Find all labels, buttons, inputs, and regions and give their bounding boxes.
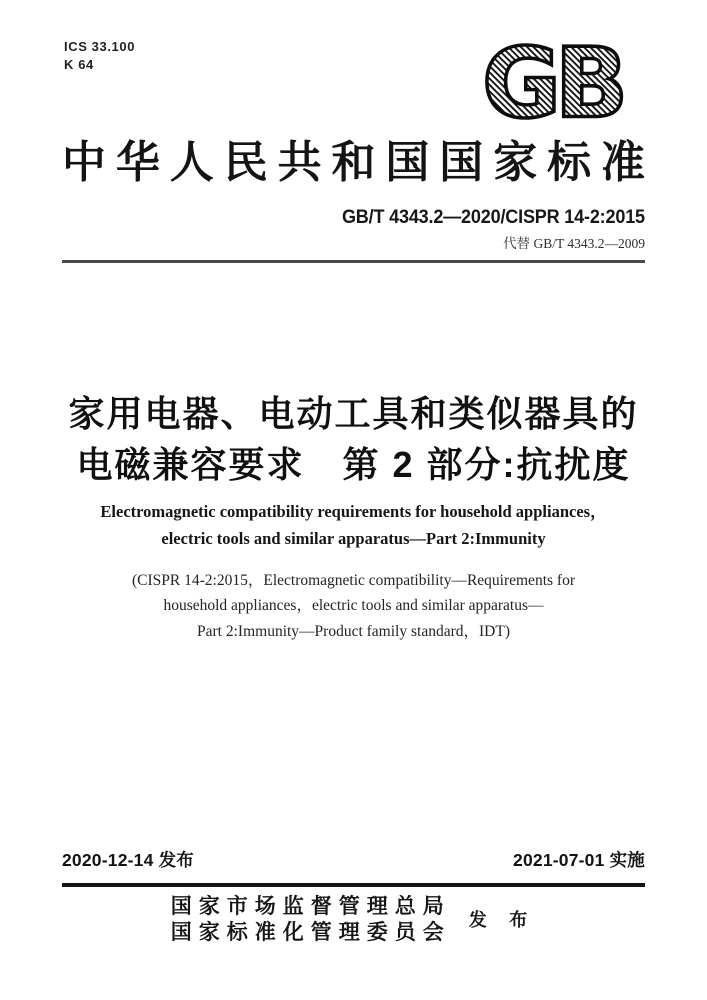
issuer-line2: 国家标准化管理委员会: [170, 920, 451, 945]
national-standard-heading: 中华人民共和国国家标准: [62, 138, 645, 187]
issuer-names: [171, 893, 451, 945]
dates-row: [62, 847, 645, 887]
publish-label: 发 布: [468, 910, 537, 931]
issue-date: 2020-12-14 发布: [62, 850, 194, 870]
issuer-line1: 国家市场监督管理总局: [170, 894, 451, 918]
chinese-title: [0, 388, 707, 490]
replaces-note: 代替 GB/T 4343.2—2009: [503, 236, 645, 251]
chinese-title-line1: 家用电器、电动工具和类似器具的: [68, 393, 639, 434]
source-note-line1: (CISPR 14-2:2015，Electromagnetic compatibility—Requirements for: [132, 572, 575, 589]
english-title-line2: electric tools and similar apparatus—Part 2:Immunity: [161, 528, 546, 548]
gb-logo-icon: [463, 38, 641, 122]
source-standard-note: [0, 568, 707, 644]
class-code: K 64: [64, 56, 94, 72]
issuer-block: [0, 893, 707, 945]
english-title: [0, 499, 707, 552]
header-divider: [62, 260, 645, 263]
source-note-line3: Part 2:Immunity—Product family standard，IDT): [197, 622, 510, 640]
standard-number: GB/T 4343.2—2020/CISPR 14-2:2015: [342, 207, 645, 228]
standard-number-block: [326, 207, 645, 252]
chinese-title-line2: 电磁兼容要求 第 2 部分:抗扰度: [76, 444, 631, 486]
classification-codes: [64, 38, 135, 73]
ics-code: ICS 33.100: [64, 39, 136, 54]
english-title-line1: Electromagnetic compatibility requirements for household appliances，: [100, 502, 607, 521]
implement-date: 2021-07-01 实施: [513, 850, 645, 870]
gb-logo-text: GB: [482, 38, 622, 122]
source-note-line2: household appliances，electric tools and similar apparatus—: [163, 597, 544, 615]
